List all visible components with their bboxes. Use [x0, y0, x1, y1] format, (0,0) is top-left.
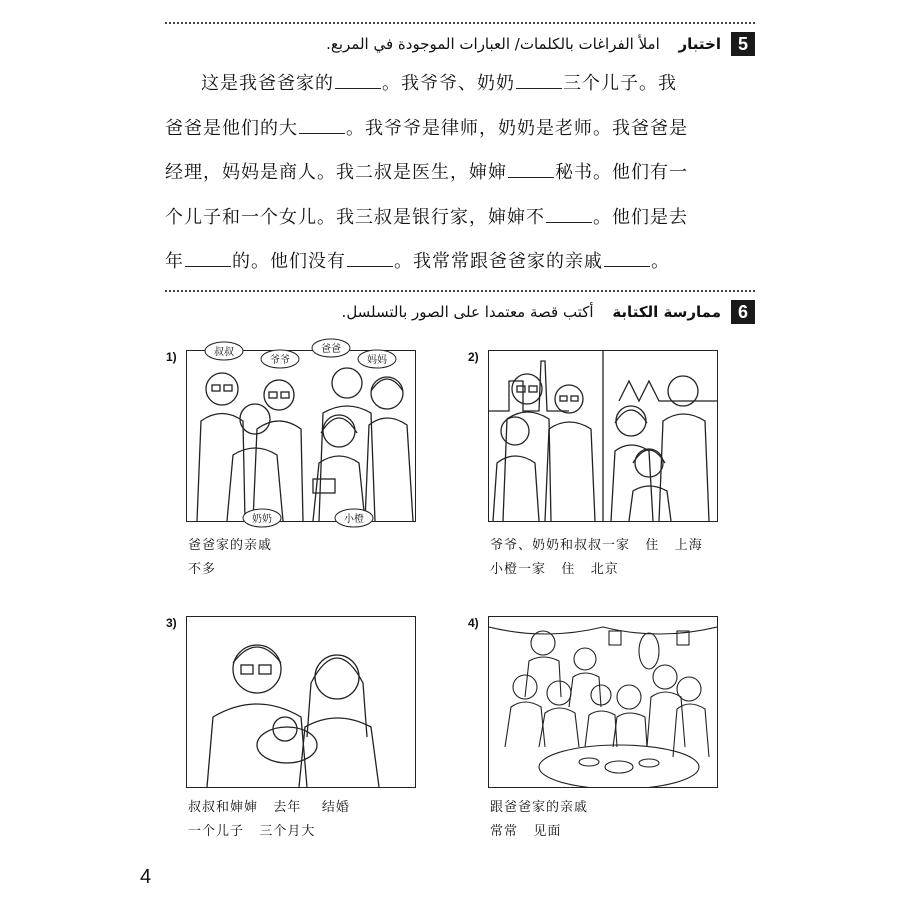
- family-dinner-illustration: [489, 617, 717, 787]
- section5-number: 5: [731, 32, 755, 56]
- panel-2-number: 2): [468, 350, 479, 364]
- section5-title: اختبار: [678, 35, 721, 53]
- caption-line: 常常 见面: [490, 824, 562, 839]
- panel-3-number: 3): [166, 616, 177, 630]
- panel-2-two-families-illustration: [488, 350, 718, 522]
- label-uncle: 叔叔: [214, 347, 234, 358]
- section6-heading: [342, 301, 721, 323]
- panel-1-family-illustration: [186, 350, 416, 522]
- couple-with-baby-illustration: [187, 617, 415, 787]
- panel-1-bottom-label-bubbles: [240, 507, 400, 529]
- label-xiaocheng: 小橙: [344, 514, 364, 525]
- panel-3-couple-baby-illustration: [186, 616, 416, 788]
- section5-divider: [165, 22, 755, 24]
- label-grandma: 奶奶: [252, 514, 272, 525]
- fill-in-passage: [165, 62, 745, 285]
- panel-4-caption: [490, 796, 588, 844]
- section6-instruction: أكتب قصة معتمدا على الصور بالتسلسل.: [341, 303, 594, 321]
- label-mom: 妈妈: [367, 355, 387, 366]
- panel-1-top-label-bubbles: [196, 338, 396, 368]
- family-portrait-illustration: [187, 351, 415, 521]
- panel-3-caption: [188, 796, 350, 844]
- panel-1-caption: [188, 534, 272, 582]
- section5-instruction: املأ الفراغات بالكلمات/ العبارات الموجودة في المربع.: [326, 35, 660, 53]
- section5-header: [165, 32, 755, 56]
- section6-title: ممارسة الكتابة: [612, 303, 721, 321]
- section6-number: 6: [731, 300, 755, 324]
- answer-blank[interactable]: [185, 252, 231, 267]
- label-grandpa: 爷爷: [270, 355, 290, 366]
- answer-blank[interactable]: [299, 119, 345, 134]
- passage-line-5: 年 的。他们没有 。我常常跟爸爸家的亲戚 。: [165, 251, 670, 272]
- answer-blank[interactable]: [516, 74, 562, 89]
- panel-1-number: 1): [166, 350, 177, 364]
- panel-2-caption: [490, 534, 703, 582]
- caption-line: 一个儿子 三个月大: [188, 824, 316, 839]
- caption-line: 小橙一家 住 北京: [490, 562, 619, 577]
- passage-line-4: 个儿子和一个女儿。我三叔是银行家，婶婶不 。他们是去: [165, 206, 688, 228]
- caption-line: 不多: [188, 562, 217, 577]
- answer-blank[interactable]: [604, 252, 650, 267]
- page-number: 4: [140, 866, 152, 888]
- caption-line: 跟爸爸家的亲戚: [490, 800, 589, 815]
- caption-line: 爷爷、奶奶和叔叔一家 住 上海: [490, 538, 703, 553]
- panel-4-number: 4): [468, 616, 479, 630]
- passage-line-3: 经理，妈妈是商人。我二叔是医生，婶婶 秘书。他们有一: [165, 162, 688, 183]
- passage-line-2: 爸爸是他们的大 。我爷爷是律师，奶奶是老师。我爸爸是: [165, 117, 688, 139]
- answer-blank[interactable]: [546, 208, 592, 223]
- answer-blank[interactable]: [335, 74, 381, 89]
- section6-divider: [165, 290, 755, 292]
- caption-line: 爸爸家的亲戚: [188, 538, 273, 553]
- section5-heading: [326, 33, 721, 55]
- answer-blank[interactable]: [347, 252, 393, 267]
- panel-4-family-dinner-illustration: [488, 616, 718, 788]
- caption-line: 叔叔和婶婶 去年 结婚: [188, 800, 350, 815]
- passage-line-1: 这是我爸爸家的 。我爷爷、奶奶 三个儿子。我: [201, 73, 677, 94]
- section6-header: [165, 300, 755, 324]
- answer-blank[interactable]: [508, 163, 554, 178]
- two-cities-illustration: [489, 351, 717, 521]
- label-dad: 爸爸: [321, 344, 341, 355]
